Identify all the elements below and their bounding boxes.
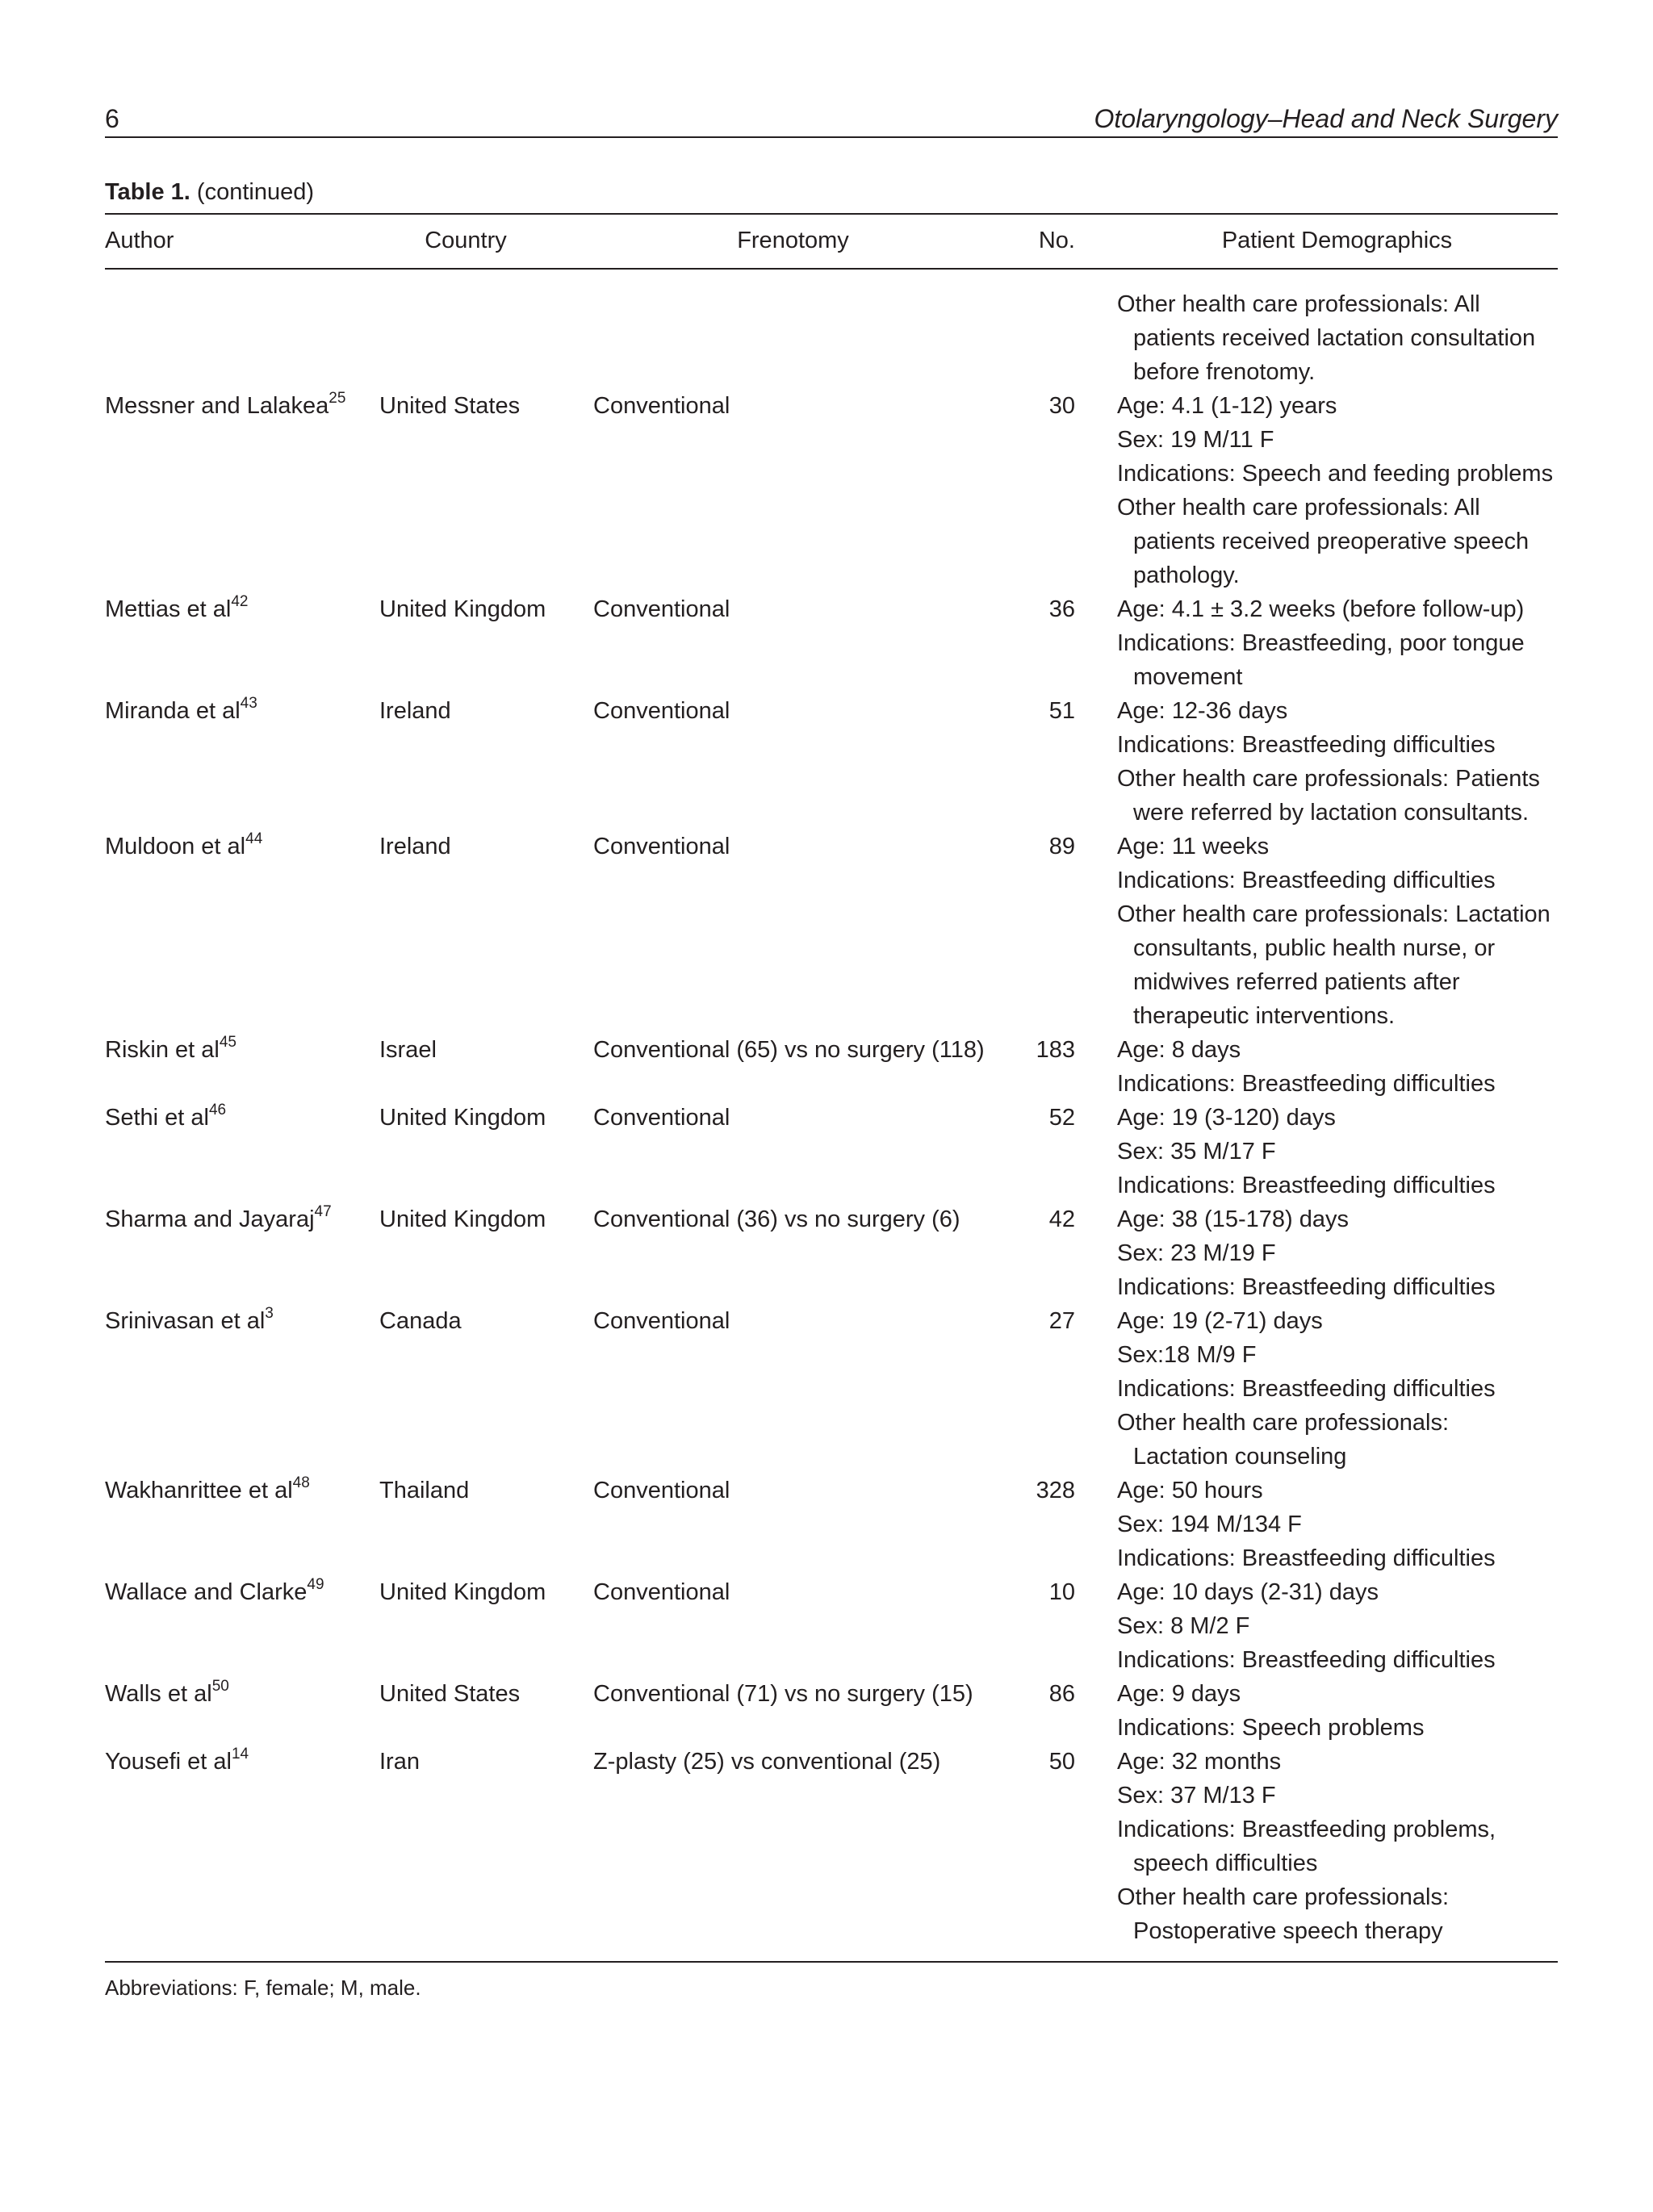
author-name: Miranda et al	[105, 698, 241, 724]
demographics-line: Age: 38 (15-178) days	[1117, 1206, 1349, 1232]
author-name: Riskin et al	[105, 1037, 220, 1063]
demographics-line: Indications: Breastfeeding problems,	[1117, 1817, 1496, 1842]
number-cell: 42	[1048, 1206, 1075, 1232]
demographics-line: patients received lactation consultation	[1133, 325, 1536, 351]
table-caption-label: Table 1.	[105, 179, 190, 205]
table-bottom-rule	[105, 1961, 1558, 1963]
frenotomy-cell: Conventional (71) vs no surgery (15)	[593, 1681, 973, 1707]
country-cell: United Kingdom	[379, 1105, 546, 1131]
demographics-cell	[1117, 1033, 1569, 1101]
demographics-line: Indications: Breastfeeding difficulties	[1117, 868, 1496, 893]
reference-superscript: 42	[231, 593, 249, 611]
reference-superscript: 14	[231, 1746, 249, 1763]
column-header-country: Country	[425, 228, 507, 253]
author-cell	[105, 1101, 226, 1135]
demographics-cell	[1117, 1575, 1569, 1677]
country-cell: Ireland	[379, 834, 451, 859]
demographics-line: patients received preoperative speech	[1133, 529, 1530, 554]
reference-superscript: 49	[307, 1576, 324, 1594]
demographics-line: Sex: 23 M/19 F	[1117, 1240, 1276, 1266]
demographics-line: consultants, public health nurse, or	[1133, 935, 1496, 961]
reference-superscript: 50	[211, 1678, 229, 1696]
reference-superscript: 46	[208, 1102, 227, 1119]
author-cell	[105, 830, 262, 863]
demographics-line: Sex: 19 M/11 F	[1117, 427, 1274, 453]
number-cell: 328	[1036, 1478, 1075, 1503]
demographics-line: Other health care professionals: Lactation	[1117, 901, 1550, 927]
frenotomy-cell: Conventional	[593, 698, 730, 724]
demographics-cell	[1117, 1474, 1569, 1575]
country-cell: United Kingdom	[379, 1206, 546, 1232]
author-name: Muldoon et al	[105, 834, 246, 859]
demographics-cell	[1117, 1202, 1569, 1304]
table-row	[105, 592, 1558, 694]
demographics-line: Sex:18 M/9 F	[1117, 1342, 1257, 1368]
demographics-line: speech difficulties	[1133, 1850, 1318, 1876]
author-name: Messner and Lalakea	[105, 393, 329, 419]
author-name: Walls et al	[105, 1681, 212, 1707]
column-header-author: Author	[105, 228, 174, 253]
country-cell: United States	[379, 1681, 521, 1707]
demographics-line: Indications: Breastfeeding difficulties	[1117, 1647, 1496, 1673]
demographics-cell	[1117, 592, 1569, 694]
number-cell: 27	[1048, 1308, 1075, 1334]
frenotomy-cell: Conventional	[593, 1105, 730, 1131]
reference-superscript: 43	[240, 695, 257, 713]
demographics-line: midwives referred patients after	[1133, 969, 1460, 995]
journal-title: Otolaryngology–Head and Neck Surgery	[1094, 104, 1558, 133]
country-cell: Israel	[379, 1037, 437, 1063]
table-row	[105, 1745, 1558, 1948]
country-cell: United Kingdom	[379, 1579, 546, 1605]
frenotomy-cell: Conventional (36) vs no surgery (6)	[593, 1206, 960, 1232]
table-row	[105, 1575, 1558, 1677]
author-name: Mettias et al	[105, 596, 232, 622]
reference-superscript: 44	[245, 830, 263, 848]
demographics-line: Age: 8 days	[1117, 1037, 1241, 1063]
reference-superscript: 25	[329, 390, 346, 408]
author-cell	[105, 389, 345, 423]
table-caption	[105, 179, 314, 206]
author-name: Yousefi et al	[105, 1749, 232, 1775]
table-row	[105, 1677, 1558, 1745]
author-name: Srinivasan et al	[105, 1308, 266, 1334]
demographics-line: movement	[1133, 664, 1243, 690]
demographics-line: Age: 10 days (2-31) days	[1117, 1579, 1379, 1605]
number-cell: 10	[1048, 1579, 1075, 1605]
table-row	[105, 1033, 1558, 1101]
table-row	[105, 830, 1558, 1033]
column-header-frenotomy: Frenotomy	[737, 228, 849, 253]
reference-superscript: 3	[265, 1305, 274, 1323]
number-cell: 36	[1048, 596, 1075, 622]
demographics-line: Age: 4.1 ± 3.2 weeks (before follow-up)	[1117, 596, 1525, 622]
demographics-cell	[1117, 1101, 1569, 1202]
frenotomy-cell: Conventional	[593, 1308, 730, 1334]
country-cell: Thailand	[379, 1478, 470, 1503]
country-cell: Canada	[379, 1308, 462, 1334]
demographics-line: Other health care professionals:	[1117, 1410, 1450, 1436]
demographics-cell	[1117, 694, 1569, 830]
demographics-line: Indications: Breastfeeding, poor tongue	[1117, 630, 1525, 656]
author-cell	[105, 1033, 236, 1067]
frenotomy-cell: Conventional (65) vs no surgery (118)	[593, 1037, 985, 1063]
demographics-line: Age: 9 days	[1117, 1681, 1241, 1707]
demographics-line: Indications: Breastfeeding difficulties	[1117, 1545, 1496, 1571]
frenotomy-cell: Conventional	[593, 834, 730, 859]
number-cell: 86	[1048, 1681, 1075, 1707]
demographics-line: Indications: Breastfeeding difficulties	[1117, 732, 1496, 758]
demographics-line: Indications: Speech problems	[1117, 1715, 1425, 1741]
demographics-line: Other health care professionals: All	[1117, 495, 1480, 521]
table-body	[105, 287, 1558, 1948]
table-footnote: Abbreviations: F, female; M, male.	[105, 1976, 421, 2000]
reference-superscript: 47	[314, 1203, 332, 1221]
author-name: Wallace and Clarke	[105, 1579, 308, 1605]
demographics-cell	[1117, 1304, 1569, 1474]
table-caption-note: (continued)	[196, 179, 314, 205]
demographics-line: Age: 19 (3-120) days	[1117, 1105, 1336, 1131]
demographics-line: pathology.	[1133, 562, 1240, 588]
author-cell	[105, 1202, 332, 1236]
author-name: Sethi et al	[105, 1105, 209, 1131]
demographics-line: Sex: 35 M/17 F	[1117, 1139, 1276, 1165]
table-row	[105, 287, 1558, 592]
demographics-cell	[1117, 830, 1569, 1033]
demographics-line: Lactation counseling	[1133, 1444, 1347, 1470]
demographics-line: Other health care professionals: Patients	[1117, 766, 1540, 792]
table-row	[105, 1202, 1558, 1304]
author-name: Wakhanrittee et al	[105, 1478, 293, 1503]
number-cell: 50	[1048, 1749, 1075, 1775]
number-cell: 51	[1048, 698, 1075, 724]
demographics-line: Postoperative speech therapy	[1133, 1918, 1443, 1944]
header-rule	[105, 136, 1558, 138]
frenotomy-cell: Conventional	[593, 1478, 730, 1503]
demographics-line: Other health care professionals:	[1117, 1884, 1450, 1910]
table-row	[105, 1304, 1558, 1474]
demographics-line: Age: 19 (2-71) days	[1117, 1308, 1323, 1334]
table-row	[105, 1474, 1558, 1575]
author-name: Sharma and Jayaraj	[105, 1206, 315, 1232]
reference-superscript: 48	[292, 1474, 310, 1492]
demographics-cell	[1117, 1745, 1569, 1948]
demographics-cell	[1117, 287, 1569, 592]
author-cell	[105, 592, 248, 626]
demographics-line: Age: 4.1 (1-12) years	[1117, 393, 1337, 419]
country-cell: United Kingdom	[379, 596, 546, 622]
demographics-line: Indications: Breastfeeding difficulties	[1117, 1071, 1496, 1097]
page-number: 6	[105, 104, 119, 133]
demographics-line: Indications: Breastfeeding difficulties	[1117, 1274, 1496, 1300]
frenotomy-cell: Z-plasty (25) vs conventional (25)	[593, 1749, 941, 1775]
number-cell: 183	[1036, 1037, 1075, 1063]
frenotomy-cell: Conventional	[593, 596, 730, 622]
demographics-line: Sex: 37 M/13 F	[1117, 1783, 1276, 1808]
demographics-line: Age: 50 hours	[1117, 1478, 1263, 1503]
demographics-line: before frenotomy.	[1133, 359, 1316, 385]
author-cell	[105, 1575, 324, 1609]
demographics-line: therapeutic interventions.	[1133, 1003, 1396, 1029]
demographics-line: Age: 11 weeks	[1117, 834, 1270, 859]
number-cell: 52	[1048, 1105, 1075, 1131]
demographics-line: Indications: Speech and feeding problems	[1117, 461, 1554, 487]
number-cell: 30	[1048, 393, 1075, 419]
demographics-line: Other health care professionals: All	[1117, 291, 1480, 317]
frenotomy-cell: Conventional	[593, 1579, 730, 1605]
table-row	[105, 694, 1558, 830]
demographics-line: Sex: 194 M/134 F	[1117, 1512, 1302, 1537]
author-cell	[105, 1745, 249, 1779]
frenotomy-cell: Conventional	[593, 393, 730, 419]
demographics-line: Age: 32 months	[1117, 1749, 1282, 1775]
demographics-line: Sex: 8 M/2 F	[1117, 1613, 1250, 1639]
demographics-line: Indications: Breastfeeding difficulties	[1117, 1173, 1496, 1198]
demographics-cell	[1117, 1677, 1569, 1745]
author-cell	[105, 694, 257, 728]
table-top-rule	[105, 213, 1558, 215]
demographics-line: were referred by lactation consultants.	[1133, 800, 1530, 826]
author-cell	[105, 1677, 229, 1711]
page-header	[105, 95, 1558, 134]
table-row	[105, 1101, 1558, 1202]
reference-superscript: 45	[219, 1034, 236, 1052]
author-cell	[105, 1474, 310, 1507]
country-cell: Ireland	[379, 698, 451, 724]
demographics-line: Age: 12-36 days	[1117, 698, 1288, 724]
country-cell: United States	[379, 393, 521, 419]
author-cell	[105, 1304, 274, 1338]
demographics-line: Indications: Breastfeeding difficulties	[1117, 1376, 1496, 1402]
column-header-number: No.	[1038, 228, 1075, 253]
country-cell: Iran	[379, 1749, 420, 1775]
number-cell: 89	[1048, 834, 1075, 859]
table-header-rule	[105, 268, 1558, 270]
column-header-patient-demographics: Patient Demographics	[1221, 228, 1453, 253]
